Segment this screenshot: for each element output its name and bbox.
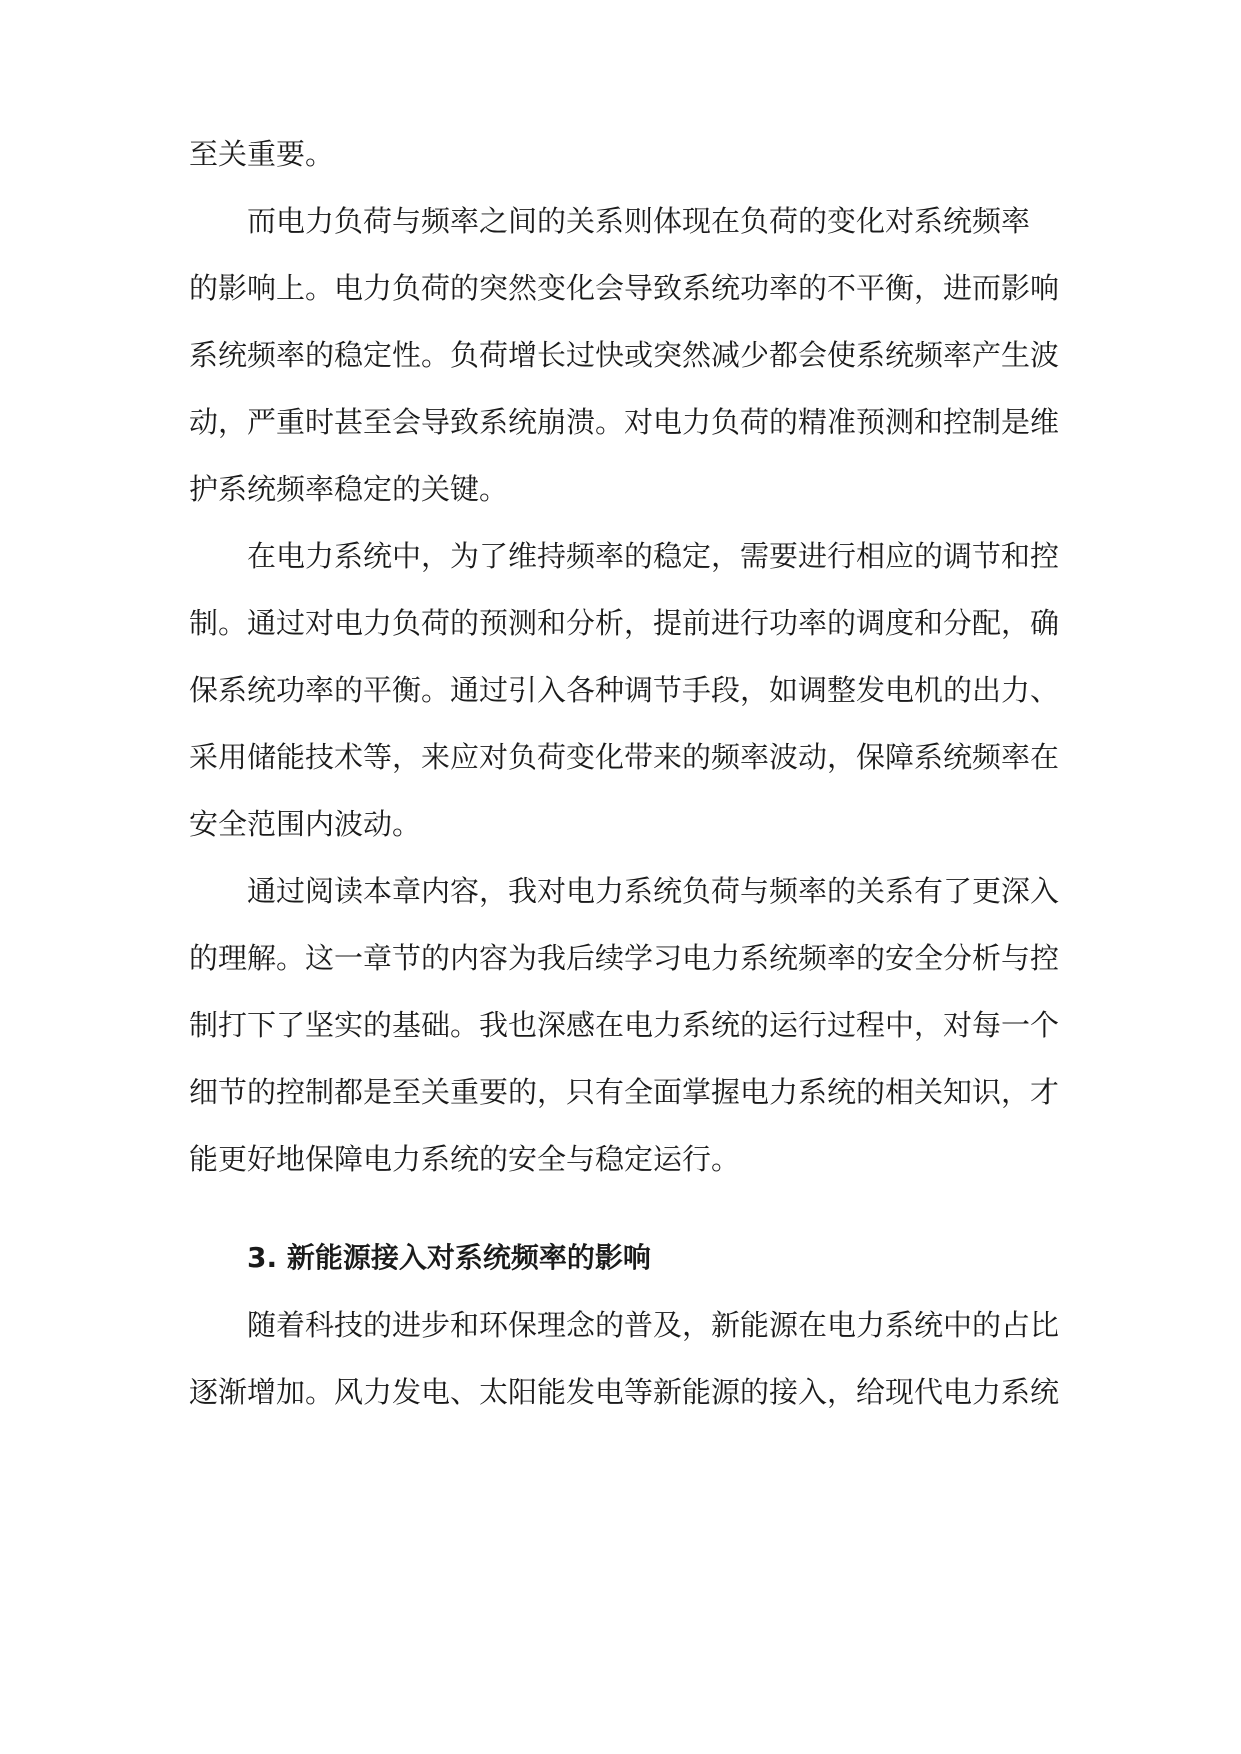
paragraph-line: 细节的控制都是至关重要的，只有全面掌握电力系统的相关知识，才 <box>189 1075 1060 1109</box>
paragraph-line: 采用储能技术等，来应对负荷变化带来的频率波动，保障系统频率在 <box>189 740 1060 774</box>
section-heading: 3. 新能源接入对系统频率的影响 <box>247 1241 651 1274</box>
paragraph-line: 系统频率的稳定性。负荷增长过快或突然减少都会使系统频率产生波 <box>189 338 1060 372</box>
paragraph-line: 逐渐增加。风力发电、太阳能发电等新能源的接入，给现代电力系统 <box>189 1375 1060 1409</box>
paragraph-line: 在电力系统中，为了维持频率的稳定，需要进行相应的调节和控 <box>247 539 1060 573</box>
paragraph-line: 的理解。这一章节的内容为我后续学习电力系统频率的安全分析与控 <box>189 941 1060 975</box>
paragraph-line: 护系统频率稳定的关键。 <box>189 472 509 506</box>
paragraph-line: 随着科技的进步和环保理念的普及，新能源在电力系统中的占比 <box>247 1308 1060 1342</box>
paragraph-line: 至关重要。 <box>189 137 335 171</box>
paragraph-line: 而电力负荷与频率之间的关系则体现在负荷的变化对系统频率 <box>247 204 1031 238</box>
paragraph-line: 能更好地保障电力系统的安全与稳定运行。 <box>189 1142 741 1176</box>
paragraph-line: 制。通过对电力负荷的预测和分析，提前进行功率的调度和分配，确 <box>189 606 1060 640</box>
paragraph-line: 通过阅读本章内容，我对电力系统负荷与频率的关系有了更深入 <box>247 874 1060 908</box>
paragraph-line: 的影响上。电力负荷的突然变化会导致系统功率的不平衡，进而影响 <box>189 271 1060 305</box>
paragraph-line: 保系统功率的平衡。通过引入各种调节手段，如调整发电机的出力、 <box>189 673 1060 707</box>
paragraph-line: 制打下了坚实的基础。我也深感在电力系统的运行过程中，对每一个 <box>189 1008 1060 1042</box>
paragraph-line: 安全范围内波动。 <box>189 807 422 841</box>
paragraph-line: 动，严重时甚至会导致系统崩溃。对电力负荷的精准预测和控制是维 <box>189 405 1060 439</box>
